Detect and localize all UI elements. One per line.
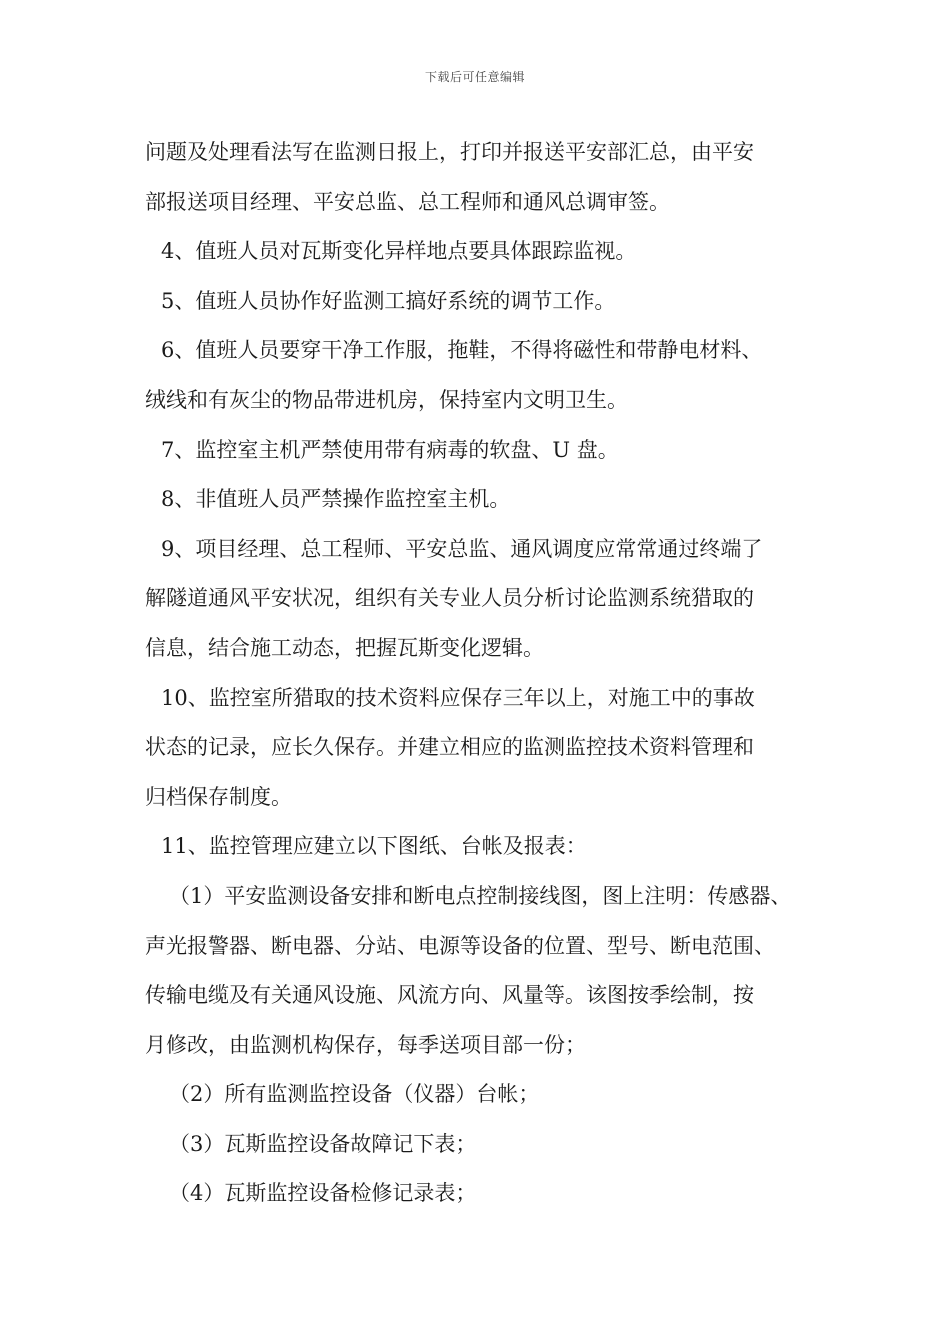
sub-item-3: （3）瓦斯监控设备故障记下表；: [169, 1131, 477, 1156]
sub-item-4: （4）瓦斯监控设备检修记录表；: [169, 1181, 477, 1206]
text-line: 部报送项目经理、平安总监、总工程师和通风总调审签。: [145, 189, 670, 214]
text-line: 信息，结合施工动态，把握瓦斯变化逻辑。: [145, 635, 544, 660]
text-line: 问题及处理看法写在监测日报上，打印并报送平安部汇总，由平安: [145, 140, 754, 164]
list-item-6: 6、值班人员要穿干净工作服，拖鞋，不得将磁性和带静电材料、: [161, 338, 763, 363]
text-line: 月修改，由监测机构保存，每季送项目部一份；: [145, 1032, 586, 1057]
sub-item-2: （2）所有监测监控设备（仪器）台帐；: [169, 1082, 540, 1107]
text-line: 解隧道通风平安状况，组织有关专业人员分析讨论监测系统猎取的: [145, 586, 754, 611]
list-item-10: 10、监控室所猎取的技术资料应保存三年以上，对施工中的事故: [161, 685, 755, 710]
list-item-8: 8、非值班人员严禁操作监控室主机。: [161, 487, 511, 512]
list-item-11: 11、监控管理应建立以下图纸、台帐及报表：: [161, 834, 587, 859]
document-body: [145, 128, 835, 1219]
text-line: 传输电缆及有关通风设施、风流方向、风量等。该图按季绘制，按: [145, 983, 754, 1008]
list-item-4: 4、值班人员对瓦斯变化异样地点要具体跟踪监视。: [161, 239, 637, 264]
list-item-9: 9、项目经理、总工程师、平安总监、通风调度应常常通过终端了: [161, 536, 763, 561]
page-header: 下载后可任意编辑: [424, 70, 525, 84]
sub-item-1: （1）平安监测设备安排和断电点控制接线图，图上注明：传感器、: [169, 883, 792, 908]
list-item-7: 7、监控室主机严禁使用带有病毒的软盘、U 盘。: [161, 437, 619, 462]
list-item-5: 5、值班人员协作好监测工搞好系统的调节工作。: [161, 288, 616, 313]
text-line: 绒线和有灰尘的物品带进机房，保持室内文明卫生。: [145, 387, 628, 412]
text-line: 归档保存制度。: [145, 784, 292, 809]
text-line: 状态的记录，应长久保存。并建立相应的监测监控技术资料管理和: [145, 735, 754, 760]
text-line: 声光报警器、断电器、分站、电源等设备的位置、型号、断电范围、: [145, 933, 775, 958]
